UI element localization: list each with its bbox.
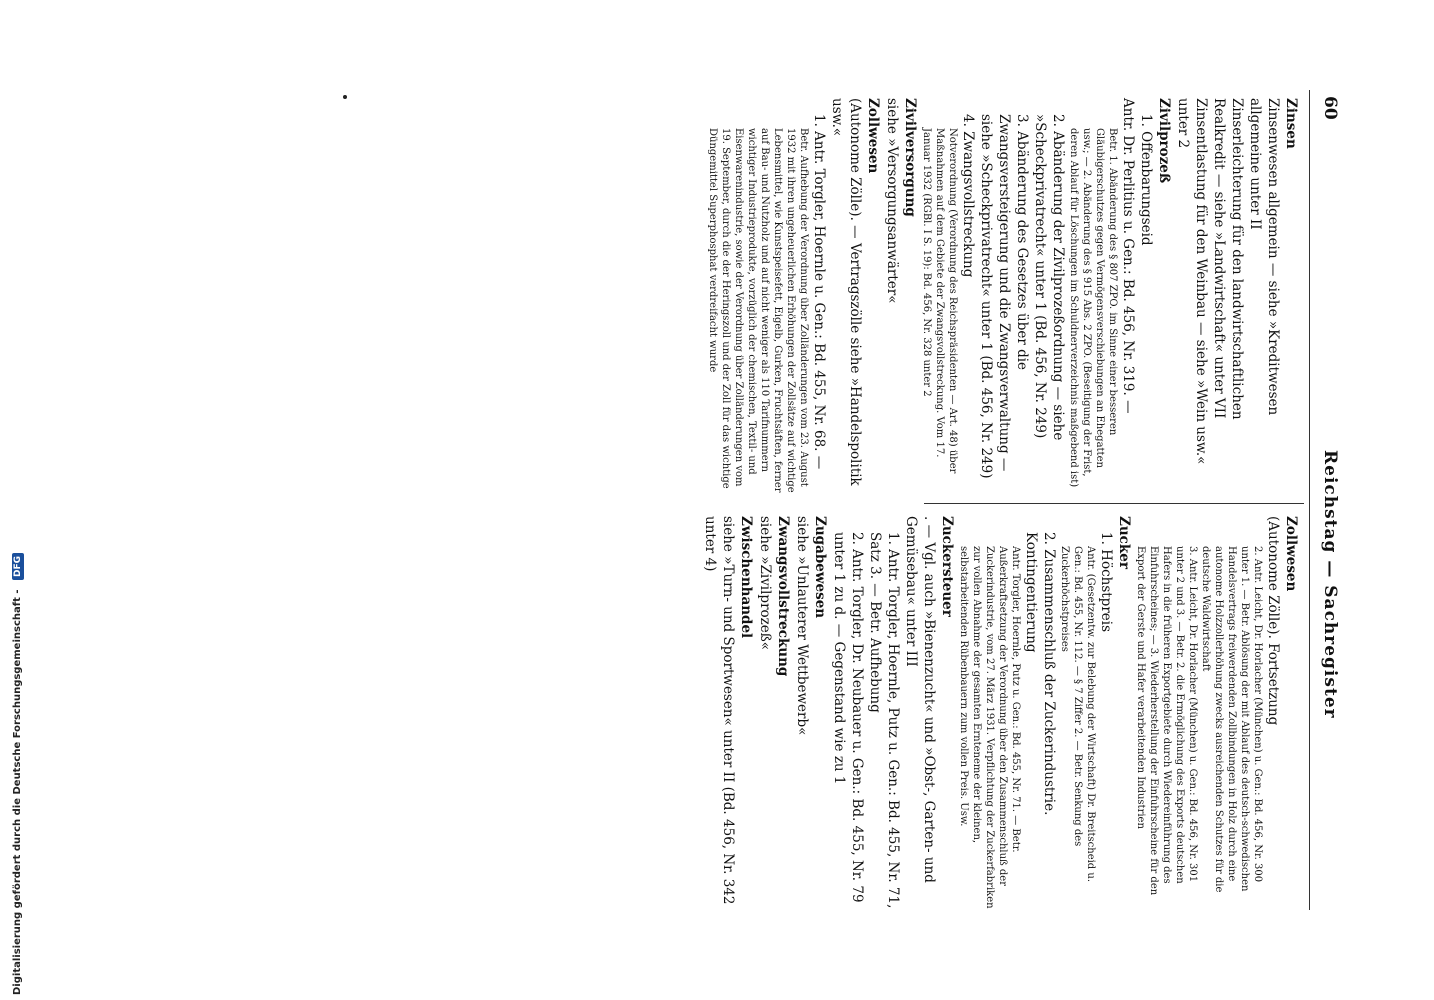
entry-keyword: Zollwesen: [1283, 516, 1299, 592]
entry-line: 1. Offenbarungseid: [1138, 114, 1154, 246]
entry-line: Antr. Dr. Perlitius u. Gen.: Bd. 456, Nr. 319. —: [1120, 98, 1136, 414]
entry-line: 1. Antr. Torgler, Hoernle, Putz u. Gen.: Bd. 455, Nr. 71, Satz 3. — Betr. Aufhebung: [867, 532, 901, 909]
column-divider: [924, 503, 1304, 504]
header-rule: [1309, 90, 1310, 910]
entry-line: 2. Zusammenschluß der Zuckerindustrie. Kontingentierung: [1023, 532, 1057, 816]
entry-line: 3. Abänderung des Gesetzes über die Zwangsversteigerung und die Zwangsverwaltung — siehe »Scheckprivatrecht« unter 1 (Bd. 456, Nr. 249): [978, 114, 1030, 479]
left-column: [707, 98, 1300, 493]
index-entry: [793, 516, 829, 911]
entry-line: Antr. Torgler, Hoernle, Putz u. Gen.: Bd. 455, Nr. 71. — Betr. Außerkraftsetzung der Verordnung über den Zusammenschluß der Zuckerindustrie, vom 27. März 1931. Verpflichtung der Zuckerfabriken zur vollen Abnahme der gesamten Ernteneme der kleinen, selbstarbeitenden Rübenbauern zum vollen Preis. Usw.: [958, 546, 1021, 909]
entry-line: siehe »Zivilprozeß«: [757, 516, 773, 651]
entry-keyword: Zivilversorgung: [902, 98, 918, 217]
page-number: 60: [1320, 96, 1340, 120]
scan-speck: [343, 95, 347, 99]
index-entry: [1134, 516, 1300, 911]
index-entry: [830, 516, 956, 911]
entry-line: Notverordnung (Verordnung des Reichspräsidenten — Art. 48) über Maßnahmen auf dem Gebiete der Zwangsvollstreckung. Vom 17. Januar 1932 (RGBl. I S. 19): Bd. 456, Nr. 328 unter 2: [921, 128, 958, 474]
entry-line: Zinserleichterung für den landwirtschaftlichen Realkredit — siehe »Landwirtschaft« unter VII: [1211, 98, 1245, 420]
index-entry: [1174, 98, 1300, 493]
index-entry: [756, 516, 792, 911]
index-entry: [883, 98, 919, 493]
entry-keyword: Zivilprozeß: [1156, 98, 1172, 184]
index-entry: [706, 98, 882, 493]
entry-keyword: Zuckersteuer: [939, 516, 955, 617]
entry-line: . — Vgl. auch »Bienenzucht« und »Obst-, Garten- und Gemüsebau« unter III: [903, 516, 937, 883]
page-header: [1314, 90, 1340, 910]
entry-line: 3. Antr. Leicht, Dr. Horlacher (München) u. Gen.: Bd. 456, Nr. 301 unter 2 und 3. — Betr. 2. die Ermöglichung des Exports deutschen Hafers in die früheren Exportgebiete durch Wiedereinführung des Einfuhrscheines; — 3. Wiederherstellung der Einfuhrscheine für den Export der Gerste und Hafer verarbeitenden Industrien: [1135, 546, 1198, 896]
entry-line: siehe »Turn- und Sportwesen« unter II (Bd. 456, Nr. 342 unter 4): [702, 516, 736, 905]
index-entry: [957, 516, 1133, 911]
entry-keyword: Zollwesen: [865, 98, 881, 174]
entry-line: Antr. (Gesetzentw. zur Belebung der Wirtschaft) Dr. Breitscheid u. Gen.: Bd. 455, Nr. 112. — § 7 Ziffer 2. — Betr. Senkung des Zuckerhöchstpreises: [1059, 546, 1096, 883]
digitization-text: Digitalisierung gefördert durch die Deutsche Forschungsgemeinschaft -: [12, 589, 23, 995]
entry-line: Zinsenwesen allgemein — siehe »Kreditwesen allgemeine unter II: [1247, 98, 1281, 416]
index-entry: [920, 98, 1173, 493]
entry-keyword: Zucker: [1116, 516, 1132, 569]
entry-keyword: Zinsen: [1283, 98, 1299, 149]
entry-line: 2. Abänderung der Zivilprozeßordnung — siehe »Scheckprivatrecht« unter 1 (Bd. 456, Nr. 249): [1032, 114, 1066, 441]
right-column: [702, 516, 1300, 911]
entry-line: Zinsentlastung für den Weinbau — siehe »Wein usw.« unter 2: [1175, 98, 1209, 465]
digitization-note: [12, 553, 24, 995]
entry-line: (Autonome Zölle). — Vertragszölle siehe »Handelspolitik usw.«: [829, 98, 863, 486]
entry-line: Betr. 1. Abänderung des § 807 ZPO. im Sinne einer besseren Gläubigerschutzes gegen Vermögensverschiebungen an Ehegatten usw.; — 2. Abänderung des § 915 Abs. 2 ZPO. (Beseitigung der Frist, deren Ablauf für Löschungen im Schuldnerverzeichnis maßgebend ist): [1068, 128, 1118, 488]
entry-line: Betr. Aufhebung der Verordnung über Zolländerungen vom 23. August 1932 mit ihren ungeheuerlichen Erhöhungen der Zollsätze auf wichtige Lebensmittel, wie Kunstspeisefett, Eigelb, Gurken, Fruchtsäften, ferner auf Bau- und Nutzholz und auf nicht weniger als 110 Tarifnummern wichtiger Industrieprodukte, vorzüglich der chemischen, Textil- und Eisenwarenindustrie, sowie der Verordnung über Zolländerungen vom 19. September, durch die der Heringszoll und der Zoll für das wichtige Düngemittel Superphosphat verdreifacht wurde: [707, 128, 809, 493]
entry-keyword: Zugabewesen: [812, 516, 828, 619]
entry-line: 1. Höchstpreis: [1098, 532, 1114, 633]
entry-line: 2. Antr. Leicht, Dr. Horlacher (München) u. Gen.: Bd. 456, Nr. 300 unter 1. — Betr. Ablösung der mit Ablauf des deutsch-schwedischen Handelsvertrags freiwerdenden Zollbindungen in Holz durch eine autonome Holzzollerhöhung zwecks ausreichenden Schutzes für die deutsche Waldwirtschaft: [1200, 546, 1263, 893]
entry-line: siehe »Versorgungsanwärter«: [884, 98, 900, 304]
index-entry: [701, 516, 755, 911]
entry-line: 2. Antr. Torgler, Dr. Neubauer u. Gen.: Bd. 455, Nr. 79 unter 1 zu d. — Gegenstand wie zu 1: [831, 532, 865, 903]
dfg-logo: DFG: [12, 553, 24, 580]
entry-keyword: Zwangsvollstreckung: [775, 516, 791, 677]
entry-line: 4. Zwangsvollstreckung: [960, 114, 976, 278]
page-title: Reichstag — Sachregister: [1320, 450, 1340, 719]
rotated-document-page: [520, 90, 1340, 910]
entry-line: siehe »Unlauterer Wettbewerb«: [794, 516, 810, 736]
entry-keyword: Zwischenhandel: [738, 516, 754, 639]
entry-line: 1. Antr. Torgler, Hoernle u. Gen.: Bd. 455, Nr. 68. —: [811, 114, 827, 470]
entry-line: (Autonome Zölle). Fortsetzung: [1265, 516, 1281, 726]
